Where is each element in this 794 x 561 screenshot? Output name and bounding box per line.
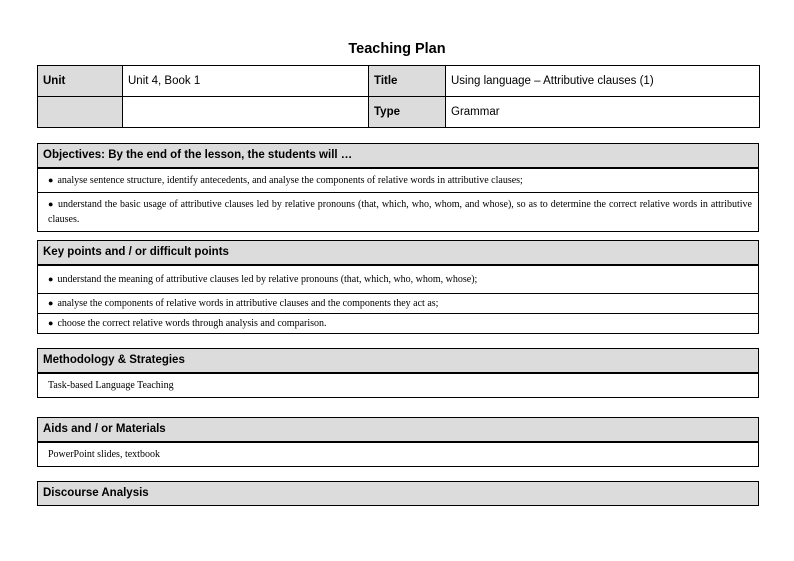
aids-section [37,417,759,467]
bullet-icon: ● [48,175,54,185]
info-row-unit [38,66,760,97]
page-title: Teaching Plan [348,41,446,57]
aids-heading: Aids and / or Materials [38,418,758,442]
methodology-heading: Methodology & Strategies [38,349,758,373]
keypoints-heading: Key points and / or difficult points [38,241,758,265]
objective-item: ● understand the basic usage of attributive clauses led by relative pronouns (that, which, who, whom, and whose), so as to determine the correct relative words in attributive clauses. [38,192,758,231]
unit-value: Unit 4, Book 1 [123,66,369,97]
aids-value: PowerPoint slides, textbook [38,442,758,466]
title-label: Title [369,66,446,97]
type-label: Type [369,97,446,128]
keypoint-item: ● choose the correct relative words through analysis and comparison. [38,313,758,333]
type-value: Grammar [446,97,760,128]
discourse-section [37,481,759,506]
keypoints-section [37,240,759,334]
methodology-section [37,348,759,398]
bullet-icon: ● [48,318,54,328]
keypoint-item: ● understand the meaning of attributive clauses led by relative pronouns (that, which, who, whom, whose); [38,265,758,293]
unit-label: Unit [38,66,123,97]
bullet-icon: ● [48,298,54,308]
bullet-icon: ● [48,274,54,284]
objective-item: ● analyse sentence structure, identify antecedents, and analyse the components of relative words in attributive clauses; [38,168,758,192]
keypoint-item: ● analyse the components of relative words in attributive clauses and the components they act as; [38,293,758,313]
empty-value-cell [123,97,369,128]
discourse-heading: Discourse Analysis [38,482,758,505]
empty-label-cell [38,97,123,128]
info-row-type [38,97,760,128]
info-table [37,65,760,128]
objectives-heading: Objectives: By the end of the lesson, the students will … [38,144,758,168]
title-value: Using language – Attributive clauses (1) [446,66,760,97]
objectives-section [37,143,759,232]
bullet-icon: ● [48,199,54,209]
methodology-value: Task-based Language Teaching [38,373,758,397]
